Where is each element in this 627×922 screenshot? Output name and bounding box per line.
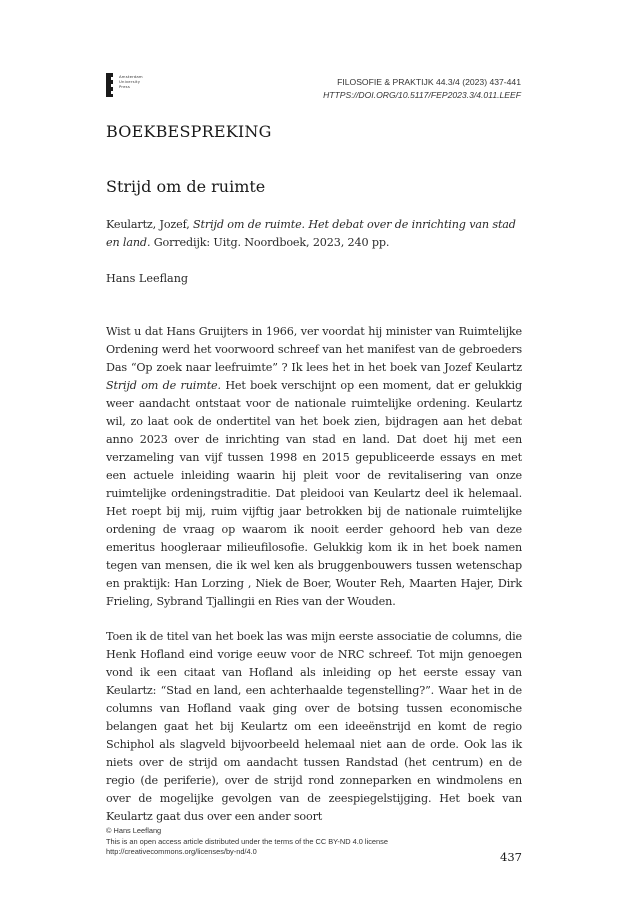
page-number: 437: [500, 850, 522, 864]
license-notice: This is an open access article distributed under the terms of the CC BY-ND 4.0 license: [106, 836, 388, 846]
paragraph-text: Wist u dat Hans Gruijters in 1966, ver voordat hij minister van Ruimtelijke Ordening werd het voorwoord schreef van het manifest van de gebroeders Das “Op zoek naar leefruimte” ? Ik lees het in het boek van Jozef Keulartz: [106, 325, 522, 374]
book-publisher: Gorredijk: Uitg. Noordboek, 2023, 240 pp.: [150, 236, 390, 249]
article-body: [106, 323, 522, 843]
license-url[interactable]: http://creativecommons.org/licenses/by-nd/4.0: [106, 847, 257, 857]
publisher-line: University: [119, 79, 141, 85]
publisher-line: Press: [119, 84, 130, 90]
publisher-logo: [106, 73, 143, 97]
journal-citation: FILOSOFIE & PRAKTIJK 44.3/4 (2023) 437-441: [337, 77, 521, 87]
doi-link[interactable]: HTTPS://DOI.ORG/10.5117/FEP2023.3/4.011.LEEF: [323, 90, 521, 100]
publisher-name: [119, 73, 143, 90]
paragraph: Toen ik de titel van het boek las was mijn eerste associatie de columns, die Henk Hofland eind vorige eeuw voor de NRC schreef. Tot mijn genoegen vond ik een citaat van Hofland als inleiding op het eerste essay van Keulartz: “Stad en land, een achterhaalde tegenstelling?”. Waar het in de columns van Hofland vaak ging over de botsing tussen economische belangen gaat het bij Keulartz om een ideeënstrijd en komt de regio Schiphol als slagveld bijvoorbeeld helemaal niet aan de orde. Ook las ik niets over de strijd om aandacht tussen Randstad (het centrum) en de regio (de periferie), over de strijd rond zonneparken en windmolens en over de mogelijke gevolgen van de zeespiegelstijging. Het boek van Keulartz gaat dus over een ander soort: [106, 630, 522, 823]
paragraph: [106, 323, 522, 611]
publisher-line: Amsterdam: [119, 74, 143, 79]
book-title-inline: Strijd om de ruimte.: [106, 379, 221, 392]
reviewer-name: Hans Leeflang: [106, 272, 189, 285]
aup-logo-icon: [106, 73, 115, 97]
book-citation: [106, 216, 526, 252]
license-footer: [106, 826, 388, 858]
book-author: Keulartz, Jozef,: [106, 218, 194, 231]
article-title: Strijd om de ruimte: [106, 177, 266, 196]
copyright-notice: © Hans Leeflang: [106, 826, 162, 835]
paragraph-text: Het boek verschijnt op een moment, dat er gelukkig weer aandacht ontstaat voor de nationale ruimtelijke ordening. Keulartz wil, zo laat ook de ondertitel van het boek zien, bijdragen aan het debat anno 2023 over de inrichting van stad en land. Dat doet hij met een verzameling van vijf tussen 1998 en 2015 gepubliceerde essays en met een actuele inleiding waarin hij pleit voor de revitalisering van onze ruimtelijke ordeningstraditie. Dat pleidooi van Keulartz deel ik helemaal. Het roept bij mij, ruim vijftig jaar betrokken bij de nationale ruimtelijke ordening de vraag op waarom ik nooit eerder gehoord heb van deze emeritus hoogleraar milieufilosofie. Gelukkig kom ik in het boek namen tegen van mensen, die ik wel ken als bruggenbouwers tussen wetenschap en praktijk: Han Lorzing , Niek de Boer, Wouter Reh, Maarten Hajer, Dirk Frieling, Sybrand Tjallingii en Ries van der Wouden.: [106, 379, 522, 608]
journal-header: [323, 76, 521, 102]
book-title: Strijd om de ruimte. Het debat over de inrichting van stad en land.: [106, 218, 516, 249]
section-heading: BOEKBESPREKING: [106, 122, 272, 141]
